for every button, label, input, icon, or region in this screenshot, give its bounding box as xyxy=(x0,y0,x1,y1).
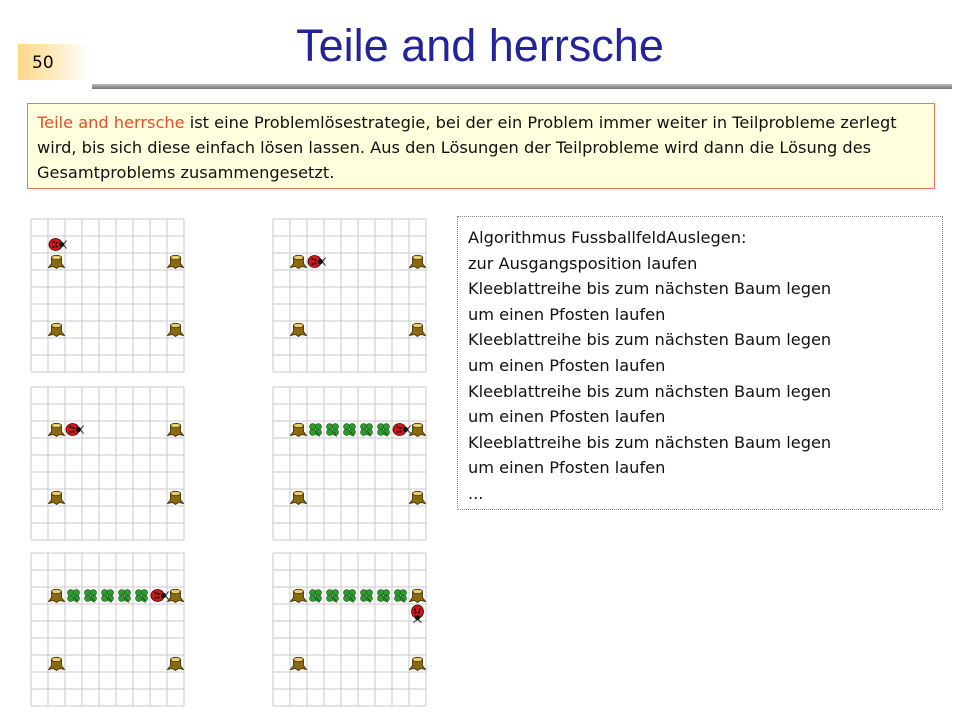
ladybug-icon xyxy=(412,605,424,623)
grid-panel-5 xyxy=(30,552,186,708)
ladybug-icon xyxy=(393,424,411,436)
page-number: 50 xyxy=(32,53,54,73)
grid-board xyxy=(30,552,185,707)
algorithm-box xyxy=(457,216,943,510)
tree-stump-icon xyxy=(49,491,65,504)
tree-stump-icon xyxy=(410,255,426,268)
tree-stump-icon xyxy=(410,491,426,504)
title-divider xyxy=(92,84,952,89)
tree-stump-icon xyxy=(410,589,426,602)
algorithm-line: Kleeblattreihe bis zum nächsten Baum legen xyxy=(468,432,832,452)
algorithm-line: ... xyxy=(468,483,484,503)
tree-stump-icon xyxy=(49,255,65,268)
tree-stump-icon xyxy=(291,589,307,602)
clover-icon xyxy=(119,590,131,603)
clover-icon xyxy=(310,590,322,603)
tree-stump-icon xyxy=(291,657,307,670)
intro-box xyxy=(27,103,935,189)
algorithm-line: Kleeblattreihe bis zum nächsten Baum legen xyxy=(468,279,832,299)
tree-stump-icon xyxy=(410,657,426,670)
algorithm-line: Kleeblattreihe bis zum nächsten Baum legen xyxy=(468,381,832,401)
grid-panel-3 xyxy=(30,386,186,542)
tree-stump-icon xyxy=(168,323,184,336)
ladybug-icon xyxy=(66,424,84,436)
grid-board xyxy=(272,552,427,707)
grid-panel-1 xyxy=(30,218,186,374)
tree-stump-icon xyxy=(49,657,65,670)
intro-highlight: Teile and herrsche xyxy=(37,113,185,132)
algorithm-line: um einen Pfosten laufen xyxy=(468,407,666,427)
grid-board xyxy=(30,386,185,541)
algorithm-line: zur Ausgangsposition laufen xyxy=(468,253,698,273)
tree-stump-icon xyxy=(291,255,307,268)
clover-icon xyxy=(361,424,373,437)
ladybug-icon xyxy=(151,590,169,602)
tree-stump-icon xyxy=(168,657,184,670)
tree-stump-icon xyxy=(291,423,307,436)
clover-icon xyxy=(136,590,148,603)
slide-title: Teile and herrsche xyxy=(296,20,664,71)
clover-icon xyxy=(378,590,390,603)
algorithm-line: um einen Pfosten laufen xyxy=(468,304,666,324)
tree-stump-icon xyxy=(49,589,65,602)
clover-icon xyxy=(102,590,114,603)
tree-stump-icon xyxy=(410,423,426,436)
clover-icon xyxy=(378,424,390,437)
clover-icon xyxy=(310,424,322,437)
tree-stump-icon xyxy=(49,423,65,436)
grid-panel-4 xyxy=(272,386,428,542)
clover-icon xyxy=(327,590,339,603)
tree-stump-icon xyxy=(291,323,307,336)
clover-icon xyxy=(68,590,80,603)
tree-stump-icon xyxy=(168,589,184,602)
tree-stump-icon xyxy=(291,491,307,504)
algorithm-line: um einen Pfosten laufen xyxy=(468,458,666,478)
algorithm-line: um einen Pfosten laufen xyxy=(468,355,666,375)
clover-icon xyxy=(344,424,356,437)
grid-board xyxy=(30,218,185,373)
algorithm-line: Algorithmus FussballfeldAuslegen: xyxy=(468,228,747,247)
clover-icon xyxy=(395,590,407,603)
algorithm-line: Kleeblattreihe bis zum nächsten Baum legen xyxy=(468,330,832,350)
intro-text: ist eine Problemlösestrategie, bei der ein Problem immer weiter in Teilprobleme zerlegt wird, bis sich diese einfach lösen lassen. Aus den Lösungen der Teilprobleme wird dann die Lösung des Gesamtproblems zusammengesetzt. xyxy=(37,113,897,182)
grid-board xyxy=(272,218,427,373)
grid-panel-6 xyxy=(272,552,428,708)
grid-board xyxy=(272,386,427,541)
tree-stump-icon xyxy=(410,323,426,336)
ladybug-icon xyxy=(49,239,67,251)
clover-icon xyxy=(344,590,356,603)
clover-icon xyxy=(85,590,97,603)
tree-stump-icon xyxy=(168,491,184,504)
clover-icon xyxy=(327,424,339,437)
tree-stump-icon xyxy=(49,323,65,336)
tree-stump-icon xyxy=(168,423,184,436)
ladybug-icon xyxy=(308,256,326,268)
grid-panel-2 xyxy=(272,218,428,374)
clover-icon xyxy=(361,590,373,603)
tree-stump-icon xyxy=(168,255,184,268)
